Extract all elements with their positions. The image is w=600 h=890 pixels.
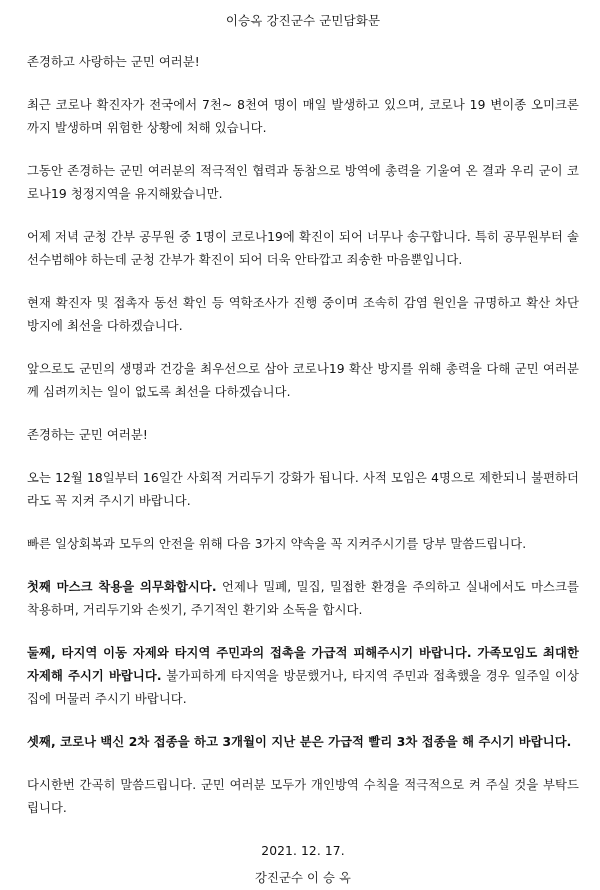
document-date: 2021. 12. 17. xyxy=(261,844,345,858)
pledge-second-heading: 둘째, 타지역 이동 자제와 타지역 주민과의 접촉을 가급적 피해주시기 바랍니다. 가족모임도 최대한 자제해 주시기 바랍니다. xyxy=(27,646,579,683)
pledge-first xyxy=(27,576,579,622)
closing-paragraph: 다시한번 간곡히 말씀드립니다. 군민 여러분 모두가 개인방역 수칙을 적극적으로 켜 주실 것을 부탁드립니다. xyxy=(27,778,579,815)
pledge-second xyxy=(27,642,579,711)
paragraph-6: 오는 12월 18일부터 16일간 사회적 거리두기 강화가 됩니다. 사적 모임은 4명으로 제한되니 불편하더라도 꼭 지켜 주시기 바랍니다. xyxy=(27,471,579,508)
paragraph-2: 그동안 존경하는 군민 여러분의 적극적인 협력과 동참으로 방역에 총력을 기울여 온 결과 우리 군이 코로나19 청정지역을 유지해왔습니만. xyxy=(27,164,579,201)
greeting-2: 존경하는 군민 여러분! xyxy=(27,428,148,442)
pledge-third-heading: 셋째, 코로나 백신 2차 접종을 하고 3개월이 지난 분은 가급적 빨리 3차 접종을 해 주시기 바랍니다. xyxy=(27,735,572,749)
pledge-first-body: 언제나 밀폐, 밀집, 밀접한 환경을 주의하고 실내에서도 마스크를 착용하며, 거리두기와 손씻기, 주기적인 환기와 소독을 합시다. xyxy=(27,580,579,617)
paragraph-1: 최근 코로나 확진자가 전국에서 7천~ 8천여 명이 매일 발생하고 있으며, 코로나 19 변이종 오미크론까지 발생하며 위험한 상황에 처해 있습니다. xyxy=(27,98,579,135)
pledge-second-body: 불가피하게 타지역을 방문했거나, 타지역 주민과 접촉했을 경우 일주일 이상 집에 머물러 주시기 바랍니다. xyxy=(27,669,579,706)
document-title: 이승옥 강진군수 군민담화문 xyxy=(225,13,381,28)
paragraph-3: 어제 저녁 군청 간부 공무원 중 1명이 코로나19에 확진이 되어 너무나 송구합니다. 특히 공무원부터 솔선수범해야 하는데 군청 간부가 확진이 되어 더욱 안타깝고 죄송한 마음뿐입니다. xyxy=(27,230,579,267)
pledge-third xyxy=(27,731,579,754)
paragraph-4: 현재 확진자 및 접촉자 동선 확인 등 역학조사가 진행 중이며 조속히 감염 원인을 규명하고 확산 차단 방지에 최선을 다하겠습니다. xyxy=(27,296,579,333)
greeting: 존경하고 사랑하는 군민 여러분! xyxy=(27,55,200,69)
paragraph-5: 앞으로도 군민의 생명과 건강을 최우선으로 삼아 코로나19 확산 방지를 위해 총력을 다해 군민 여러분께 심려끼치는 일이 없도록 최선을 다하겠습니다. xyxy=(27,362,579,399)
paragraph-7: 빠른 일상회복과 모두의 안전을 위해 다음 3가지 약속을 꼭 지켜주시기를 당부 말씀드립니다. xyxy=(27,537,527,551)
pledge-first-heading: 첫째 마스크 착용을 의무화합시다. xyxy=(27,580,217,594)
statement-document xyxy=(27,0,579,890)
document-signer: 강진군수 이 승 옥 xyxy=(255,871,351,885)
